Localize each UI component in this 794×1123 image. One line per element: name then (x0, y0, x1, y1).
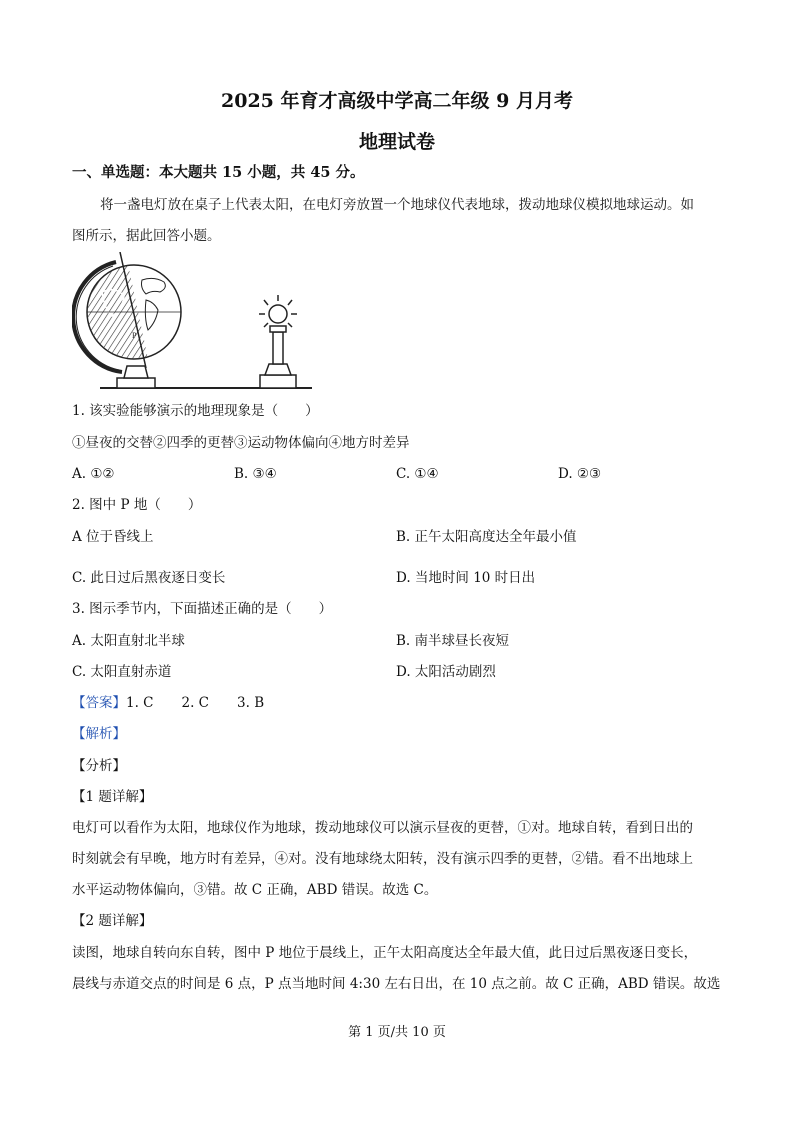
q1-option-c: C. ①④ (396, 466, 439, 482)
q1-statement: ①昼夜的交替②四季的更替③运动物体偏向④地方时差异 (72, 435, 410, 451)
q3-option-b: B. 南半球昼长夜短 (396, 633, 510, 649)
detail-2-line-1: 读图，地球自转向东自转，图中 P 地位于晨线上，正午太阳高度达全年最大值，此日过后黑夜逐日变长， (72, 945, 698, 961)
q2-stem: 2. 图中 P 地（ ） (72, 497, 202, 513)
answer-3: 3. B (237, 695, 265, 711)
detail-1-line-3: 水平运动物体偏向，③错。故 C 正确，ABD 错误。故选 C。 (72, 882, 438, 898)
q2-option-b: B. 正午太阳高度达全年最小值 (396, 529, 577, 545)
point-p-label: P (132, 331, 137, 340)
intro-line-1: 将一盏电灯放在桌子上代表太阳，在电灯旁放置一个地球仪代表地球，拨动地球仪模拟地球运动。如 (100, 197, 694, 213)
globe-lamp-figure (72, 252, 317, 394)
q2-option-a: A 位于昏线上 (72, 529, 154, 545)
q3-option-c: C. 太阳直射赤道 (72, 664, 172, 680)
q3-option-d: D. 太阳活动剧烈 (396, 664, 496, 680)
exam-subtitle: 地理试卷 (358, 131, 435, 153)
detail-1-title: 【1 题详解】 (72, 789, 153, 805)
detail-1-line-1: 电灯可以看作为太阳，地球仪作为地球，拨动地球仪可以演示昼夜的更替，①对。地球自转，看到日出的 (72, 820, 693, 836)
exam-title: 2025 年育才高级中学高二年级 9 月月考 (221, 90, 573, 112)
jiexi-label: 【解析】 (72, 726, 126, 742)
q1-option-b: B. ③④ (234, 466, 277, 482)
q1-stem: 1. 该实验能够演示的地理现象是（ ） (72, 403, 319, 419)
q3-stem: 3. 图示季节内，下面描述正确的是（ ） (72, 601, 333, 617)
answer-1: 1. C (126, 695, 154, 711)
detail-2-title: 【2 题详解】 (72, 913, 153, 929)
q1-option-d: D. ②③ (558, 466, 602, 482)
intro-line-2: 图所示，据此回答小题。 (72, 228, 221, 244)
page-footer: 第 1 页/共 10 页 (348, 1025, 446, 1040)
q3-option-a: A. 太阳直射北半球 (72, 633, 185, 649)
answer-row (72, 694, 264, 712)
globe-lamp-illustration (72, 252, 317, 394)
detail-2-line-2: 晨线与赤道交点的时间是 6 点，P 点当地时间 4:30 左右日出，在 10 点之前。故 C 正确，ABD 错误。故选 (72, 976, 721, 992)
fenxi-label: 【分析】 (72, 758, 126, 774)
answer-label: 【答案】 (72, 695, 126, 711)
q1-option-a: A. ①② (72, 466, 115, 482)
section-heading: 一、单选题：本大题共 15 小题，共 45 分。 (72, 164, 365, 181)
q2-option-c: C. 此日过后黑夜逐日变长 (72, 570, 226, 586)
detail-1-line-2: 时刻就会有早晚，地方时有差异，④对。没有地球绕太阳转，没有演示四季的更替，②错。看不出地球上 (72, 851, 693, 867)
q2-option-d: D. 当地时间 10 时日出 (396, 570, 536, 586)
answer-2: 2. C (181, 695, 210, 711)
